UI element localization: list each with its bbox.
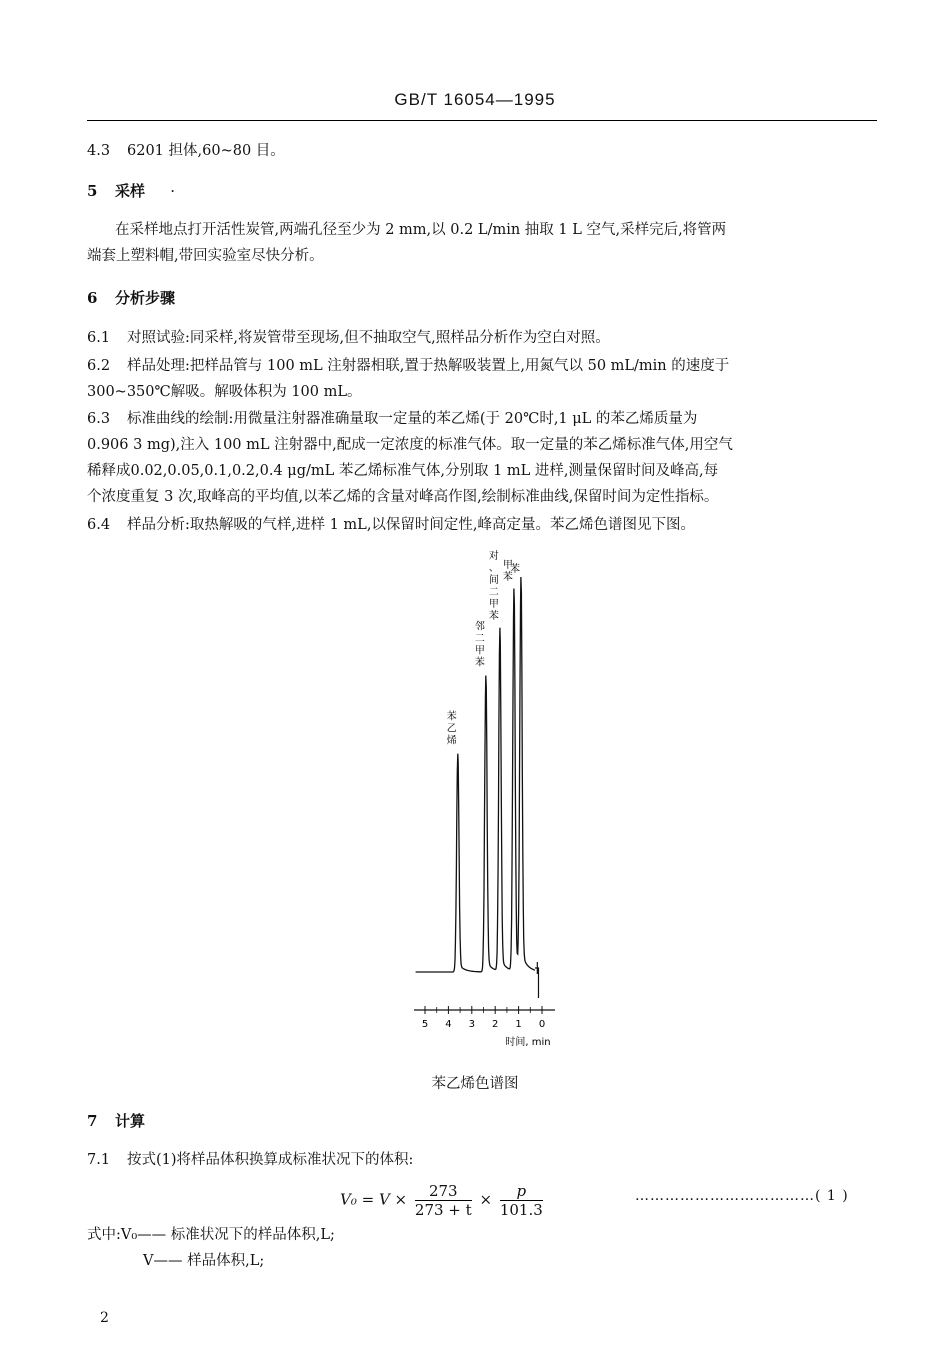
clause-number: 6.2 <box>87 358 111 374</box>
legend-line <box>87 1222 335 1248</box>
clause-number: 6.4 <box>87 517 111 533</box>
legend-v: V—— 样品体积,L; <box>143 1253 265 1269</box>
stray-mark: · <box>170 182 176 200</box>
clause-4-3 <box>87 138 285 164</box>
legend-intro: 式中: <box>87 1227 121 1243</box>
injection-mark <box>535 962 539 998</box>
x-tick-label: 4 <box>445 1019 452 1030</box>
times-sign: × <box>479 1190 493 1209</box>
legend-v0: V₀—— 标准状况下的样品体积,L; <box>120 1227 335 1243</box>
fraction-pressure <box>500 1182 543 1219</box>
peak-label: 苯乙烯 <box>446 711 457 747</box>
section-title: 计算 <box>115 1112 146 1130</box>
eq-number: ( 1 ) <box>815 1188 849 1204</box>
section-title: 分析步骤 <box>115 289 176 307</box>
formula-lhs: V₀ = V × <box>340 1190 408 1209</box>
numerator: p <box>516 1182 527 1200</box>
paragraph: 在采样地点打开活性炭管,两端孔径至少为 2 mm,以 0.2 L/min 抽取 1 L 空气,采样完后,将管两 <box>115 222 727 238</box>
clause-number: 6.3 <box>87 411 111 427</box>
x-tick-label: 3 <box>468 1019 475 1030</box>
clause-text: 按式(1)将样品体积换算成标准状况下的体积: <box>127 1152 414 1168</box>
peak-label: 苯 <box>509 564 520 575</box>
x-tick-label: 0 <box>538 1019 546 1030</box>
clause-6-4 <box>87 512 695 538</box>
standard-header: GB/T 16054—1995 <box>394 90 556 109</box>
denominator: 101.3 <box>499 1201 543 1219</box>
section-number: 7 <box>87 1112 98 1130</box>
peak-label: 甲苯 <box>502 559 513 583</box>
section-number: 6 <box>87 289 98 307</box>
clause-6-2 <box>87 353 729 379</box>
clause-text: 6201 担体,60~80 目。 <box>127 143 285 159</box>
clause-number: 7.1 <box>87 1152 111 1168</box>
fraction-temperature <box>415 1182 472 1219</box>
leader-dots: ……………………………… <box>635 1188 815 1204</box>
clause-text: 标准曲线的绘制:用微量注射器准确量取一定量的苯乙烯(于 20℃时,1 μL 的苯乙烯质量为 <box>127 411 698 427</box>
header-rule <box>87 120 877 121</box>
clause-text: 样品处理:把样品管与 100 mL 注射器相联,置于热解吸装置上,用氮气以 50 mL/min 的速度于 <box>127 358 730 374</box>
clause-6-3 <box>87 406 697 432</box>
x-tick-label: 5 <box>421 1019 429 1030</box>
x-axis-label: 时间, min <box>505 1037 551 1048</box>
section-7-heading <box>87 1108 145 1134</box>
numerator: 273 <box>428 1182 458 1200</box>
page-number: 2 <box>100 1310 109 1326</box>
clause-number: 4.3 <box>87 143 111 159</box>
clause-6-3-cont: 稀释成0.02,0.05,0.1,0.2,0.4 μg/mL 苯乙烯标准气体,分别取 1 mL 进样,测量保留时间及峰高,每 <box>87 463 719 479</box>
formula-1 <box>340 1182 546 1219</box>
x-tick-label: 2 <box>492 1019 499 1030</box>
figure-caption: 苯乙烯色谱图 <box>431 1076 519 1092</box>
clause-6-3-cont: 0.906 3 mg),注入 100 mL 注射器中,配成一定浓度的标准气体。取一定量的苯乙烯标准气体,用空气 <box>87 437 733 453</box>
clause-text: 对照试验:同采样,将炭管带至现场,但不抽取空气,照样品分析作为空白对照。 <box>127 330 610 346</box>
section-title: 采样 <box>115 182 146 200</box>
denominator: 273 + t <box>414 1201 472 1219</box>
clause-6-1 <box>87 325 610 351</box>
clause-6-2-cont: 300~350℃解吸。解吸体积为 100 mL。 <box>87 384 362 400</box>
peak-label: 对、间二甲苯 <box>488 550 499 622</box>
peak-label: 邻二甲苯 <box>474 621 485 669</box>
section-number: 5 <box>87 182 98 200</box>
clause-number: 6.1 <box>87 330 111 346</box>
paragraph: 端套上塑料帽,带回实验室尽快分析。 <box>87 248 324 264</box>
clause-7-1 <box>87 1147 413 1173</box>
equation-number <box>635 1188 849 1204</box>
chromatogram <box>400 550 580 1060</box>
clause-6-3-cont: 个浓度重复 3 次,取峰高的平均值,以苯乙烯的含量对峰高作图,绘制标准曲线,保留时间为定性指标。 <box>87 489 719 505</box>
section-5-heading <box>87 178 175 204</box>
clause-text: 样品分析:取热解吸的气样,进样 1 mL,以保留时间定性,峰高定量。苯乙烯色谱图见下图。 <box>127 517 696 533</box>
x-tick-label: 1 <box>515 1019 522 1030</box>
section-6-heading <box>87 285 175 311</box>
